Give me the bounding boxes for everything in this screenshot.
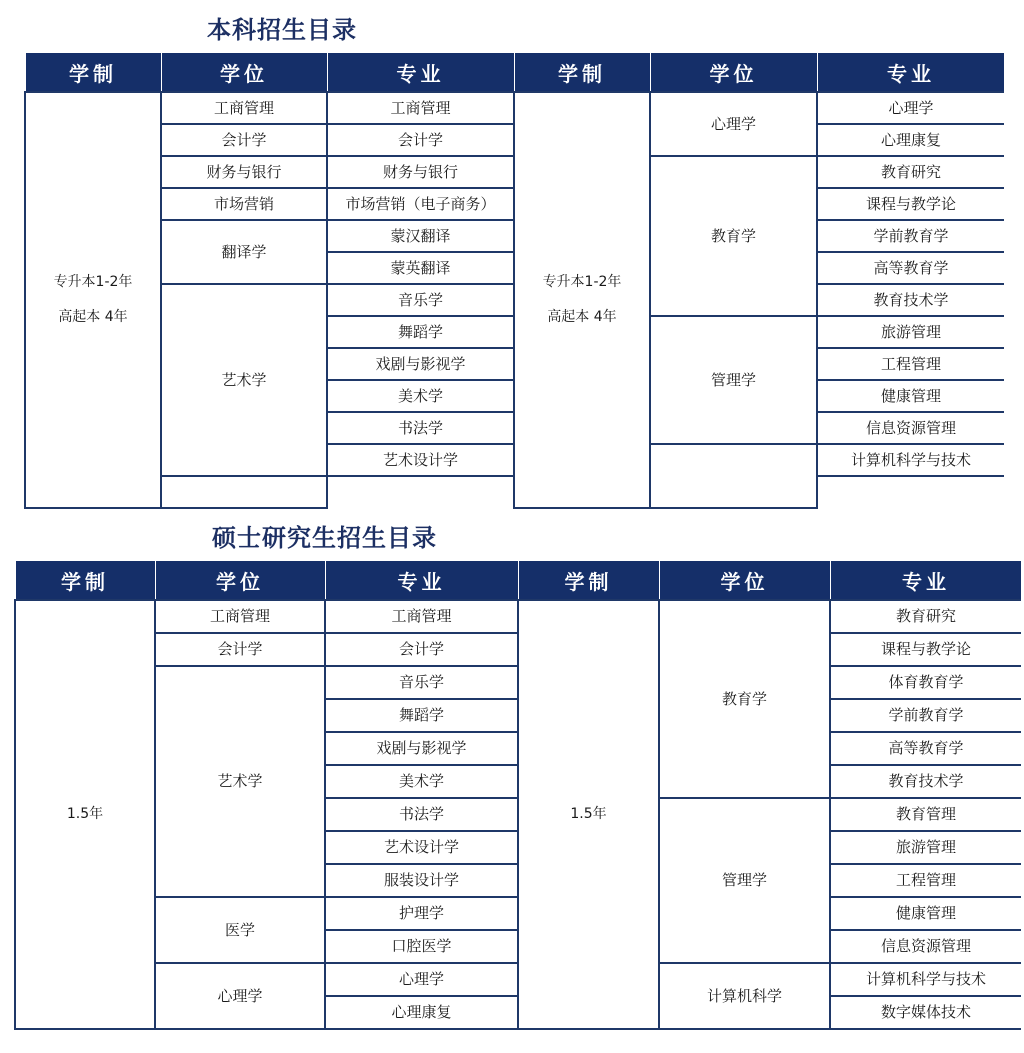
duration-cell: 1.5年 xyxy=(518,600,659,1029)
degree-cell: 会计学 xyxy=(155,633,325,666)
major-cell: 高等教育学 xyxy=(817,252,1004,284)
major-cell: 艺术设计学 xyxy=(327,444,514,476)
major-cell: 心理康复 xyxy=(325,996,518,1029)
degree-cell: 工商管理 xyxy=(155,600,325,633)
major-cell: 工程管理 xyxy=(817,348,1004,380)
major-cell: 工商管理 xyxy=(325,600,518,633)
degree-cell: 市场营销 xyxy=(161,188,327,220)
header-duration: 学制 xyxy=(514,53,650,93)
major-cell xyxy=(161,476,327,508)
degree-cell: 会计学 xyxy=(161,124,327,156)
major-cell: 美术学 xyxy=(327,380,514,412)
duration-line-1: 专升本1-2年 xyxy=(53,273,133,290)
major-cell: 教育研究 xyxy=(817,156,1004,188)
degree-cell: 心理学 xyxy=(650,92,817,156)
header-duration: 学制 xyxy=(25,53,161,93)
major-cell: 口腔医学 xyxy=(325,930,518,963)
major-cell: 书法学 xyxy=(327,412,514,444)
degree-cell: 管理学 xyxy=(650,316,817,444)
duration-cell: 1.5年 xyxy=(15,600,155,1029)
header-degree: 学位 xyxy=(161,53,327,93)
table-row xyxy=(15,600,1021,633)
major-cell: 计算机科学与技术 xyxy=(817,444,1004,476)
major-cell: 旅游管理 xyxy=(817,316,1004,348)
major-cell: 市场营销（电子商务） xyxy=(327,188,514,220)
major-cell: 美术学 xyxy=(325,765,518,798)
major-cell: 蒙汉翻译 xyxy=(327,220,514,252)
major-cell: 舞蹈学 xyxy=(325,699,518,732)
duration-line-1: 专升本1-2年 xyxy=(542,273,622,290)
degree-cell: 艺术学 xyxy=(155,666,325,897)
major-cell: 会计学 xyxy=(325,633,518,666)
major-cell: 工程管理 xyxy=(830,864,1021,897)
major-cell: 服装设计学 xyxy=(325,864,518,897)
duration-line-2: 高起本 4年 xyxy=(58,309,128,325)
major-cell: 财务与银行 xyxy=(327,156,514,188)
degree-cell: 教育学 xyxy=(659,600,830,798)
major-cell: 舞蹈学 xyxy=(327,316,514,348)
header-degree: 学位 xyxy=(650,53,817,93)
degree-cell: 工商管理 xyxy=(161,92,327,124)
undergrad-table xyxy=(24,52,1004,509)
major-cell: 健康管理 xyxy=(830,897,1021,930)
major-cell: 戏剧与影视学 xyxy=(327,348,514,380)
major-cell: 蒙英翻译 xyxy=(327,252,514,284)
major-cell: 会计学 xyxy=(327,124,514,156)
header-major: 专业 xyxy=(830,561,1021,601)
major-cell: 心理学 xyxy=(325,963,518,996)
header-degree: 学位 xyxy=(659,561,830,601)
header-duration: 学制 xyxy=(15,561,155,601)
major-cell: 体育教育学 xyxy=(830,666,1021,699)
degree-cell: 医学 xyxy=(155,897,325,963)
duration-cell xyxy=(25,92,161,508)
header-duration: 学制 xyxy=(518,561,659,601)
major-cell: 护理学 xyxy=(325,897,518,930)
degree-cell: 管理学 xyxy=(659,798,830,963)
major-cell: 旅游管理 xyxy=(830,831,1021,864)
major-cell: 书法学 xyxy=(325,798,518,831)
major-cell: 工商管理 xyxy=(327,92,514,124)
master-table-container xyxy=(14,560,1021,1053)
header-major: 专业 xyxy=(327,53,514,93)
major-cell: 信息资源管理 xyxy=(817,412,1004,444)
undergrad-table-container xyxy=(24,52,1004,512)
major-cell: 学前教育学 xyxy=(817,220,1004,252)
degree-cell: 计算机科学 xyxy=(659,963,830,1029)
major-cell: 戏剧与影视学 xyxy=(325,732,518,765)
duration-line-2: 高起本 4年 xyxy=(547,309,617,325)
major-cell: 信息资源管理 xyxy=(830,930,1021,963)
major-cell: 健康管理 xyxy=(817,380,1004,412)
major-cell: 课程与教学论 xyxy=(830,633,1021,666)
degree-cell: 财务与银行 xyxy=(161,156,327,188)
duration-cell xyxy=(514,92,650,508)
major-cell: 数字媒体技术 xyxy=(830,996,1021,1029)
master-title: 硕士研究生招生目录 xyxy=(212,524,437,552)
major-cell: 高等教育学 xyxy=(830,732,1021,765)
major-cell: 计算机科学与技术 xyxy=(830,963,1021,996)
major-cell: 音乐学 xyxy=(325,666,518,699)
degree-cell: 教育学 xyxy=(650,156,817,316)
major-cell: 心理康复 xyxy=(817,124,1004,156)
undergrad-title: 本科招生目录 xyxy=(207,16,357,44)
degree-cell xyxy=(650,444,817,508)
header-degree: 学位 xyxy=(155,561,325,601)
master-table xyxy=(14,560,1021,1030)
major-cell: 教育技术学 xyxy=(817,284,1004,316)
major-cell: 课程与教学论 xyxy=(817,188,1004,220)
major-cell: 音乐学 xyxy=(327,284,514,316)
major-cell: 教育管理 xyxy=(830,798,1021,831)
degree-cell: 翻译学 xyxy=(161,220,327,284)
header-major: 专业 xyxy=(325,561,518,601)
header-major: 专业 xyxy=(817,53,1004,93)
major-cell: 教育研究 xyxy=(830,600,1021,633)
major-cell: 教育技术学 xyxy=(830,765,1021,798)
major-cell: 艺术设计学 xyxy=(325,831,518,864)
table-row xyxy=(25,92,1004,124)
degree-cell: 心理学 xyxy=(155,963,325,1029)
degree-cell: 艺术学 xyxy=(161,284,327,476)
major-cell: 心理学 xyxy=(817,92,1004,124)
major-cell: 学前教育学 xyxy=(830,699,1021,732)
